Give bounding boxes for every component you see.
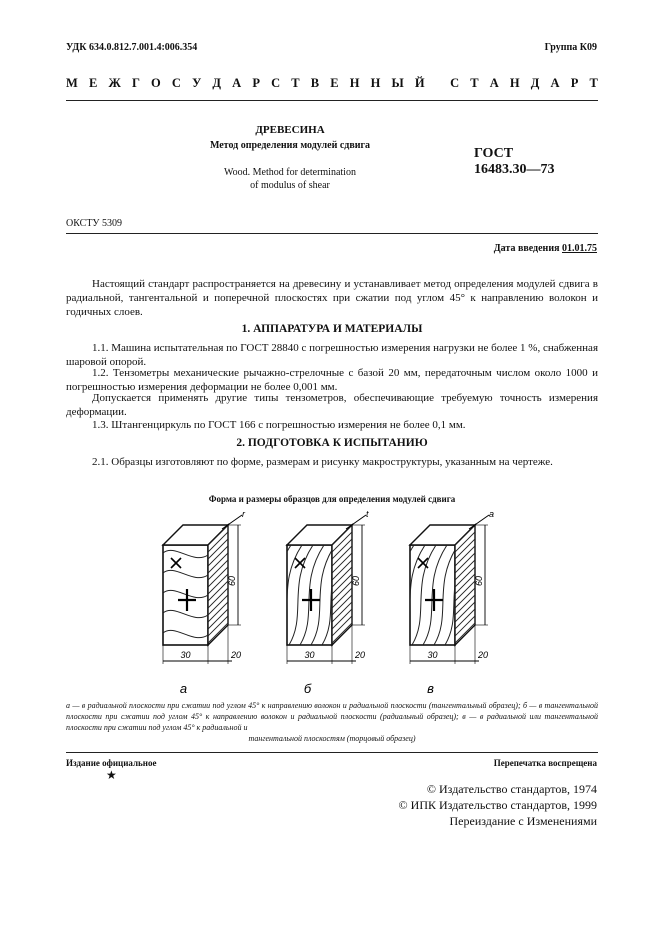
english-title: Wood. Method for determination of modulus of shear <box>224 167 356 191</box>
intro-date-value: 01.01.75 <box>562 243 597 254</box>
copyright-1: © Издательство стандартов, 1974 <box>426 782 597 796</box>
specimen-1 <box>163 483 246 696</box>
gost-number: 16483.30—73 <box>474 162 555 177</box>
figure-caption: а — в радиальной плоскости при сжатии под углом 45° к направлению волокон и радиальной плоскости (тангентальный образец); б — в тангентальной плоскости при сжатии под углом 45° к направлению волокон и радиальной плоскости (радиальный образец); в — в радиальной или тангентальной плоскости при сжатии под углом 45° к радиальной и тангентальной плоскостям (торцовый образец) <box>66 701 598 743</box>
width-dimension-label: 30 <box>427 650 438 660</box>
intro-date: Дата введения 01.01.75 <box>493 243 597 254</box>
depth-dimension-label: 20 <box>355 650 366 660</box>
intro-paragraph: Настоящий стандарт распространяется на древесину и устанавливает метод определения модулей сдвига в радиальной, тангентальной и поперечной плоскостях при сжатии под углом 45° к направлению волокон и годичных слоев. <box>66 278 598 319</box>
copyright-2: © ИПК Издательство стандартов, 1999 <box>398 798 597 812</box>
corner-mark: t <box>366 509 369 519</box>
paragraph-2-1: 2.1. Образцы изготовляют по форме, размерам и рисунку макроструктуры, указанным на чертеже. <box>92 456 553 468</box>
height-dimension-label: 60 <box>227 575 237 587</box>
specimen-2 <box>267 483 369 696</box>
copyright-block <box>297 781 597 829</box>
corner-mark: r <box>242 509 245 519</box>
figure-title: Форма и размеры образцов для определения модулей сдвига <box>208 494 456 504</box>
footer-rule <box>66 752 598 753</box>
paragraph-1-3: 1.3. Штангенциркуль по ГОСТ 166 с погрешностью измерения не более 0,1 мм. <box>92 419 466 431</box>
official-edition: Издание официальное <box>66 758 157 768</box>
reissue-note: Переиздание с Изменениями <box>449 814 597 828</box>
specimen-letter: в <box>427 681 434 696</box>
specimen-side-face <box>208 525 228 645</box>
document-title: ДРЕВЕСИНА <box>255 124 325 136</box>
depth-dimension-label: 20 <box>478 650 489 660</box>
section-2-title: 2. ПОДГОТОВКА К ИСПЫТАНИЮ <box>236 437 428 449</box>
section-1-title: 1. АППАРАТУРА И МАТЕРИАЛЫ <box>241 323 423 335</box>
gost-label: ГОСТ <box>474 146 514 161</box>
height-dimension-label: 60 <box>474 575 484 587</box>
height-dimension-label: 60 <box>351 575 361 587</box>
depth-dimension-label: 20 <box>231 650 242 660</box>
specimen-letter: а <box>179 681 188 696</box>
group-code: Группа К09 <box>544 42 597 53</box>
star-icon: ★ <box>106 768 117 782</box>
specimen-side-face <box>332 525 352 645</box>
reprint-prohibited: Перепечатка воспрещена <box>493 758 597 768</box>
paragraph-1-1: 1.1. Машина испытательная по ГОСТ 28840 с погрешностью измерения нагрузки не более 1 %, снабженная шаровой опорой. <box>66 342 598 369</box>
specimen-side-face <box>455 525 475 645</box>
width-dimension-label: 30 <box>304 650 315 660</box>
okstu-code: ОКСТУ 5309 <box>66 218 123 229</box>
document-subtitle: Метод определения модулей сдвига <box>209 140 371 151</box>
standard-type-heading: М Е Ж Г О С У Д А Р С Т В Е Н Н Ы Й С Т А Н Д А Р Т <box>66 76 598 90</box>
width-dimension-label: 30 <box>180 650 191 660</box>
udk-code: УДК 634.0.812.7.001.4:006.354 <box>66 42 198 53</box>
corner-mark: a <box>489 509 495 519</box>
specimen-letter: б <box>303 681 312 696</box>
paragraph-1-2b: Допускается применять другие типы тензометров, обеспечивающие требуемую точность измерения деформации. <box>66 392 598 419</box>
specimen-3 <box>390 483 494 696</box>
paragraph-1-2: 1.2. Тензометры механические рычажно-стрелочные с базой 20 мм, передаточным числом около 1000 и погрешностью измерения деформации не более 0,001 мм. <box>66 367 598 394</box>
